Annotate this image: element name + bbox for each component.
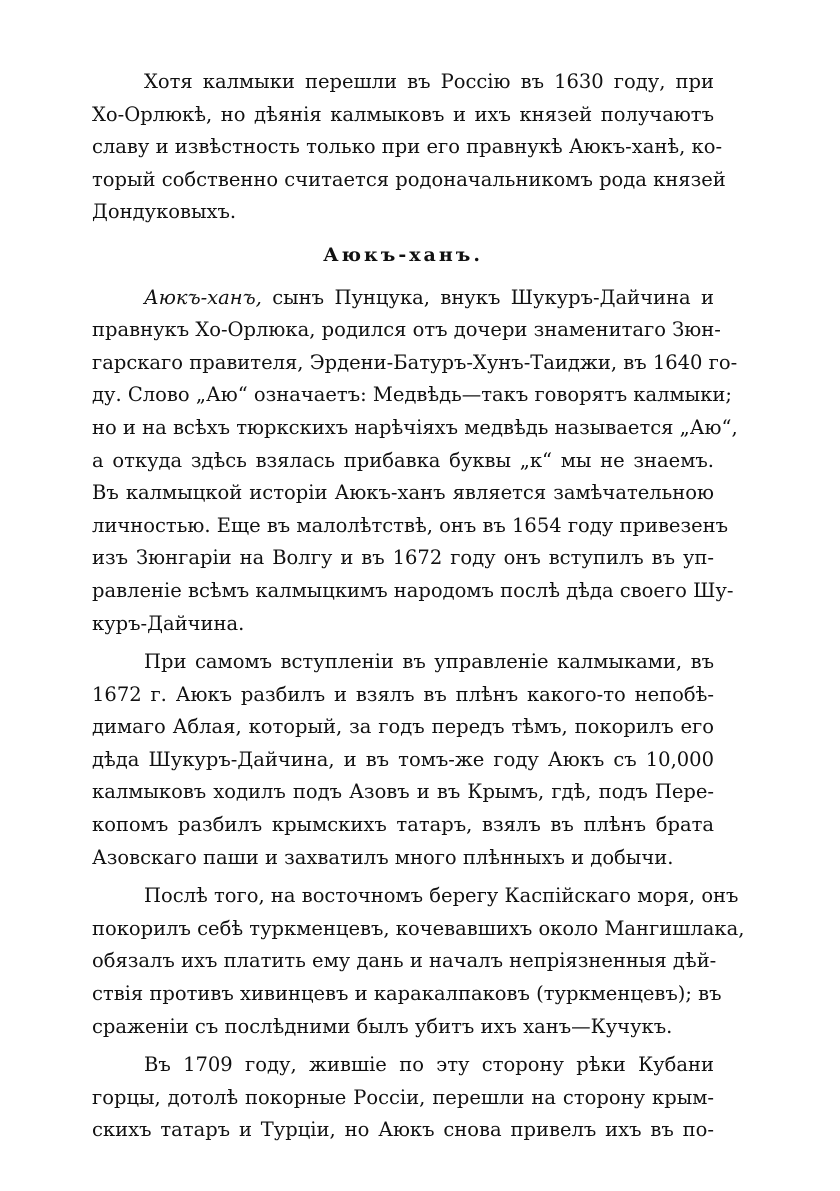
paragraph-4 — [92, 880, 745, 1043]
text-line: гарскаго правителя, Эрдени-Батуръ-Хунъ-Таиджи, въ 1640 го- — [92, 350, 738, 374]
paragraph-2 — [92, 282, 738, 641]
text-line: личностью. Еще въ малолѣтствѣ, онъ въ 1654 году привезенъ — [92, 513, 729, 537]
text-line: равленіе всѣмъ калмыцкимъ народомъ послѣ дѣда своего Шу- — [92, 578, 734, 602]
text-line: горцы, дотолѣ покорные Россіи, перешли на сторону крым- — [92, 1085, 714, 1109]
text-line: но и на всѣхъ тюркскихъ нарѣчіяхъ медвѣдь называется „Аю“, — [92, 415, 738, 439]
paragraph-5 — [92, 1049, 714, 1147]
text-line: Хо-Орлюкѣ, но дѣянія калмыковъ и ихъ князей получаютъ — [92, 102, 714, 126]
text-line: славу и извѣстность только при его правнукѣ Аюкъ-ханѣ, ко- — [92, 135, 723, 159]
text-line — [92, 282, 714, 315]
text-line: правнукъ Хо-Орлюка, родился отъ дочери знаменитаго Зюн- — [92, 318, 721, 342]
text-line: Въ 1709 году, жившіе по эту сторону рѣки Кубани — [144, 1053, 714, 1077]
text-run: сынъ Пунцука, внукъ Шукуръ-Дайчина и — [261, 285, 714, 309]
text-line: Дондуковыхъ. — [92, 200, 237, 224]
italic-term: Аюкъ-ханъ, — [144, 285, 262, 309]
text-line: сраженіи съ послѣдними былъ убитъ ихъ ханъ—Кучукъ. — [92, 1014, 673, 1038]
text-line: куръ-Дайчина. — [92, 611, 245, 635]
text-line: покорилъ себѣ туркменцевъ, кочевавшихъ около Мангишлака, — [92, 916, 745, 940]
text-block — [92, 66, 745, 1147]
text-line: Въ калмыцкой исторіи Аюкъ-ханъ является замѣчательною — [92, 481, 714, 505]
text-line: 1672 г. Аюкъ разбилъ и взялъ въ плѣнъ какого-то непобѣ- — [92, 682, 714, 706]
text-line: изъ Зюнгаріи на Волгу и въ 1672 году онъ вступилъ въ уп- — [92, 546, 714, 570]
text-line: дѣда Шукуръ-Дайчина, и въ томъ-же году Аюкъ съ 10,000 — [92, 747, 714, 771]
paragraph-1 — [92, 66, 726, 229]
text-line: Послѣ того, на восточномъ берегу Каспійскаго моря, онъ — [144, 884, 739, 908]
text-line: димаго Аблая, который, за годъ передъ тѣмъ, покорилъ его — [92, 715, 714, 739]
text-line: ствія противъ хивинцевъ и каракалпаковъ (туркменцевъ); въ — [92, 982, 722, 1006]
text-line: калмыковъ ходилъ подъ Азовъ и въ Крымъ, гдѣ, подъ Пере- — [92, 780, 714, 804]
section-heading: Аюкъ-ханъ. — [323, 243, 483, 266]
text-line: При самомъ вступленіи въ управленіе калмыками, въ — [144, 650, 714, 674]
text-line: Хотя калмыки перешли въ Россію въ 1630 году, при — [144, 70, 714, 93]
paragraph-3 — [92, 646, 714, 874]
text-line: а откуда здѣсь взялась прибавка буквы „к“ мы не знаемъ. — [92, 448, 714, 472]
text-line: обязалъ ихъ платить ему дань и началъ непріязненныя дѣй- — [92, 949, 717, 973]
text-line: скихъ татаръ и Турціи, но Аюкъ снова привелъ ихъ въ по- — [92, 1118, 714, 1142]
text-line: копомъ разбилъ крымскихъ татаръ, взялъ въ плѣнъ брата — [92, 813, 714, 837]
text-line: торый собственно считается родоначальникомъ рода князей — [92, 167, 726, 191]
text-line: Азовскаго паши и захватилъ много плѣнныхъ и добычи. — [92, 845, 674, 869]
text-line: ду. Слово „Аю“ означаетъ: Медвѣдь—такъ говорятъ калмыки; — [92, 383, 732, 407]
